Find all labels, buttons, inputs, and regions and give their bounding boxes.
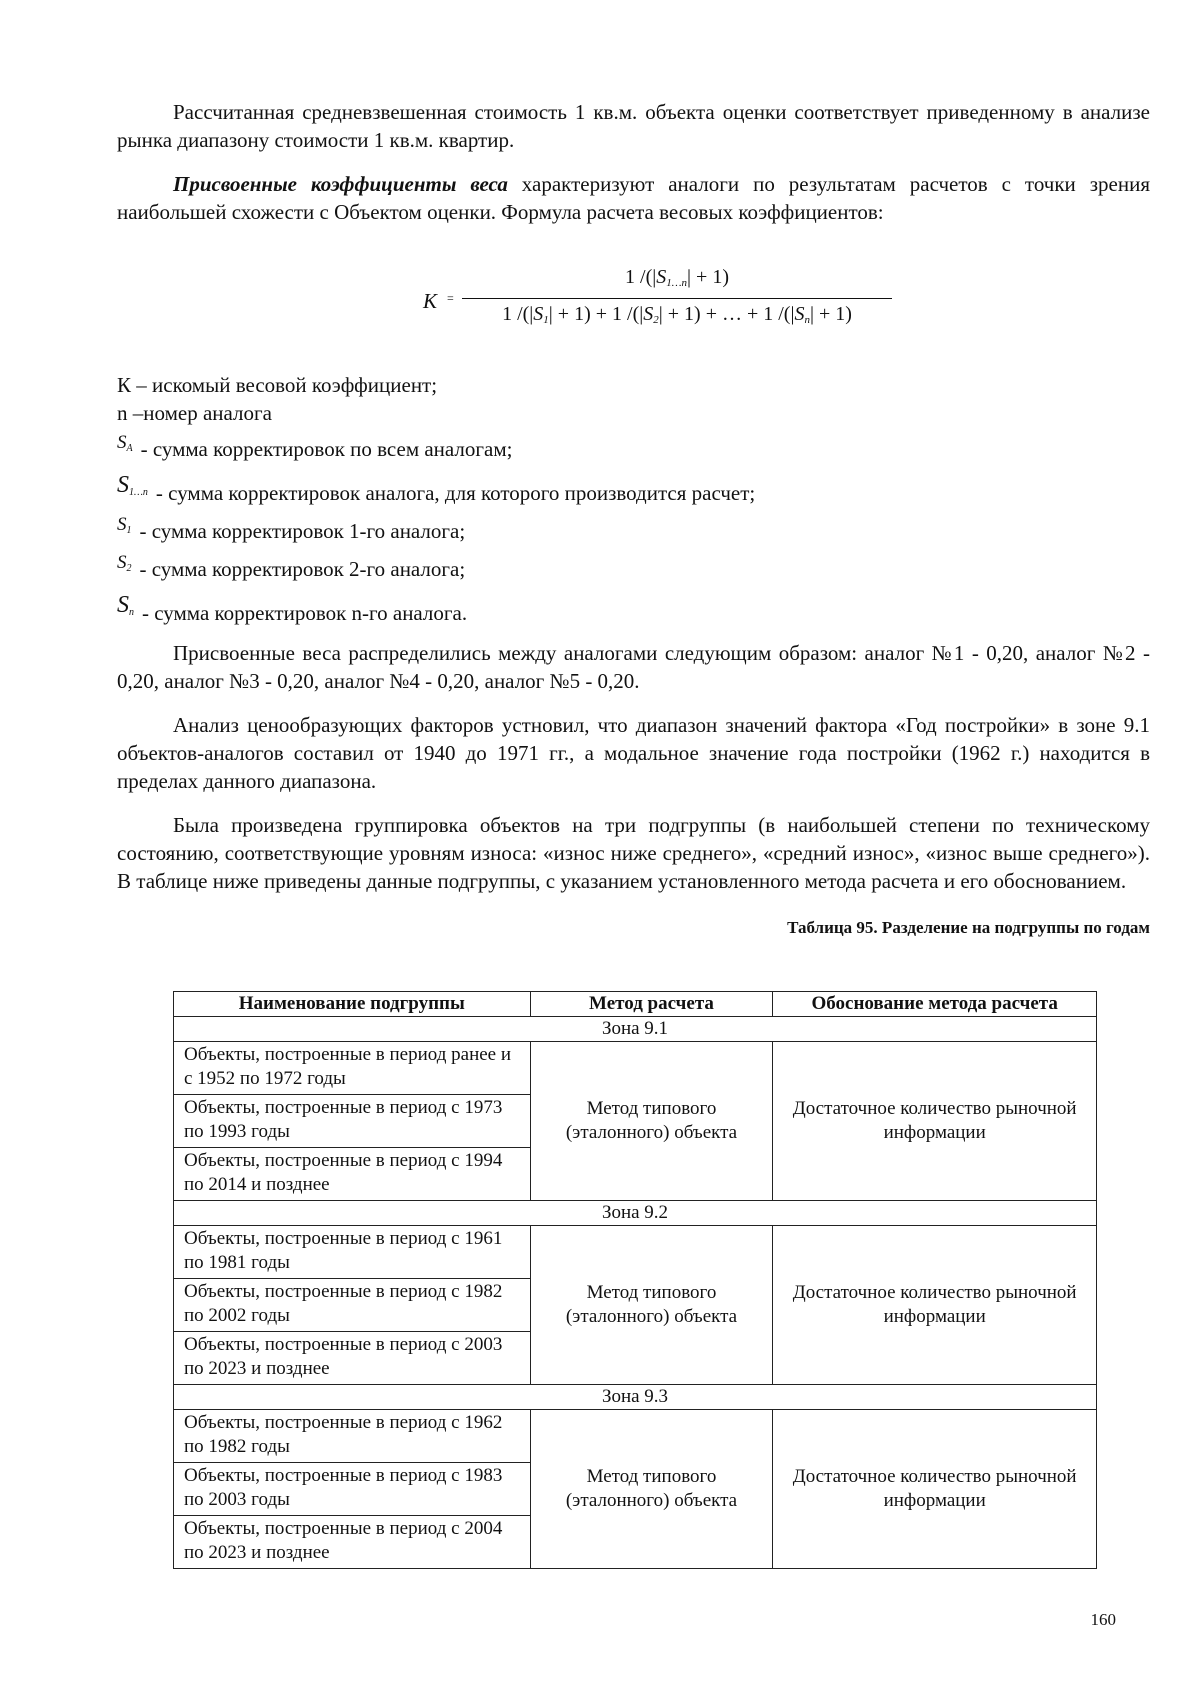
- weights-distribution: Присвоенные веса распределились между аналогами следующим образом: аналог №1 - 0,20, аналог №2 - 0,20, аналог №3 - 0,20, аналог №4 - 0,20, аналог №5 - 0,20.: [117, 641, 1150, 693]
- method-cell: Метод типового (эталонного) объекта: [530, 1410, 773, 1569]
- subgroup-cell: Объекты, построенные в период с 1994 по 2014 и позднее: [174, 1148, 531, 1201]
- intro-paragraph: Рассчитанная средневзвешенная стоимость 1 кв.м. объекта оценки соответствует приведенному в анализе рынка диапазону стоимости 1 кв.м. квартир.: [117, 100, 1150, 152]
- table-row: [174, 1042, 1097, 1095]
- legend-s2: - сумма корректировок 2-го аналога;: [139, 557, 466, 581]
- legend-s1: - сумма корректировок 1-го аналога;: [139, 519, 466, 543]
- header-method: Метод расчета: [530, 992, 773, 1017]
- legend-s1n: - сумма корректировок аналога, для которого производится расчет;: [155, 481, 756, 505]
- legend-sn-row: [117, 591, 1150, 627]
- formula-numerator: 1 $/(|S_{1\dots n}| + 1)$: [625, 266, 729, 289]
- legend-s2-row: [117, 549, 1150, 583]
- zone-row: [174, 1201, 1097, 1226]
- legend-s1n-row: [117, 471, 1150, 507]
- weight-formula: [117, 256, 1150, 346]
- grouping-paragraph: Была произведена группировка объектов на три подгруппы (в наибольшей степени по техническому состоянию, соответствующие уровням износа: «износ ниже среднего», «средний износ», «износ выше среднего»). В таблице ниже приведены данные подгруппы, с указанием установленного метода расчета и его обоснованием.: [117, 813, 1150, 893]
- zone-row: [174, 1017, 1097, 1042]
- formula-fraction: [462, 264, 892, 335]
- table-header-row: [174, 992, 1097, 1017]
- subgroup-cell: Объекты, построенные в период с 1962 по 1982 годы: [174, 1410, 531, 1463]
- header-justification: Обоснование метода расчета: [773, 992, 1097, 1017]
- analysis-paragraph: Анализ ценообразующих факторов устновил, что диапазон значений фактора «Год постройки» в зоне 9.1 объектов-аналогов составил от 1940 до 1971 гг., а модальное значение года постройки (1962 г.) находится в пределах данного диапазона.: [117, 713, 1150, 793]
- method-cell: Метод типового (эталонного) объекта: [530, 1042, 773, 1201]
- symbol-sn: $S_n$: [117, 592, 134, 618]
- zone-row: [174, 1385, 1097, 1410]
- legend-n: n –номер аналога: [117, 401, 272, 425]
- subgroups-table: [173, 991, 1097, 1569]
- subgroup-cell: Объекты, построенные в период с 1961 по 1981 годы: [174, 1226, 531, 1279]
- method-cell: Метод типового (эталонного) объекта: [530, 1226, 773, 1385]
- subgroup-cell: Объекты, построенные в период ранее и с 1952 по 1972 годы: [174, 1042, 531, 1095]
- zone-label: Зона 9.1: [174, 1017, 1097, 1042]
- symbol-s1n: $S_{1\dots n}$: [117, 472, 148, 498]
- formula-denominator: 1 $/(|S_1| + 1) + 1$ $/(|S_2| + 1)$ + … + 1 $/(|S_n| + 1)$: [502, 303, 852, 326]
- zone-label: Зона 9.2: [174, 1201, 1097, 1226]
- subgroup-cell: Объекты, построенные в период с 1983 по 2003 годы: [174, 1463, 531, 1516]
- subgroup-cell: Объекты, построенные в период с 2004 по 2023 и позднее: [174, 1516, 531, 1569]
- symbol-sa: $S_A$: [117, 432, 133, 454]
- subgroup-cell: Объекты, построенные в период с 2003 по 2023 и позднее: [174, 1332, 531, 1385]
- formula-k: K: [423, 289, 438, 313]
- table-row: [174, 1226, 1097, 1279]
- justification-cell: Достаточное количество рыночной информации: [773, 1226, 1097, 1385]
- legend-sa: - сумма корректировок по всем аналогам;: [140, 437, 513, 461]
- justification-cell: Достаточное количество рыночной информации: [773, 1410, 1097, 1569]
- legend-sa-row: [117, 429, 1150, 463]
- legend-k: К – искомый весовой коэффициент;: [117, 373, 438, 397]
- document-page: [117, 98, 1150, 955]
- symbol-s2: $S_2$: [117, 552, 132, 574]
- table-row: [174, 1410, 1097, 1463]
- weights-term: Присвоенные коэффициенты веса: [173, 172, 508, 196]
- zone-label: Зона 9.3: [174, 1385, 1097, 1410]
- justification-cell: Достаточное количество рыночной информации: [773, 1042, 1097, 1201]
- page-number: 160: [1090, 1610, 1116, 1629]
- table-caption: Таблица 95. Разделение на подгруппы по годам: [787, 918, 1150, 937]
- subgroup-cell: Объекты, построенные в период с 1973 по 1993 годы: [174, 1095, 531, 1148]
- formula-legend: [117, 371, 1150, 627]
- formula-equals: =: [447, 291, 454, 305]
- header-subgroup: Наименование подгруппы: [174, 992, 531, 1017]
- legend-s1-row: [117, 511, 1150, 545]
- symbol-s1: $S_1$: [117, 514, 132, 536]
- weights-paragraph: [117, 170, 1150, 226]
- subgroup-cell: Объекты, построенные в период с 1982 по 2002 годы: [174, 1279, 531, 1332]
- weights-text: характеризуют аналоги по результатам расчетов с точки зрения наибольшей схожести с Объектом оценки. Формула расчета весовых коэффициентов:: [117, 172, 1150, 224]
- legend-sn: - сумма корректировок n-го аналога.: [142, 601, 468, 625]
